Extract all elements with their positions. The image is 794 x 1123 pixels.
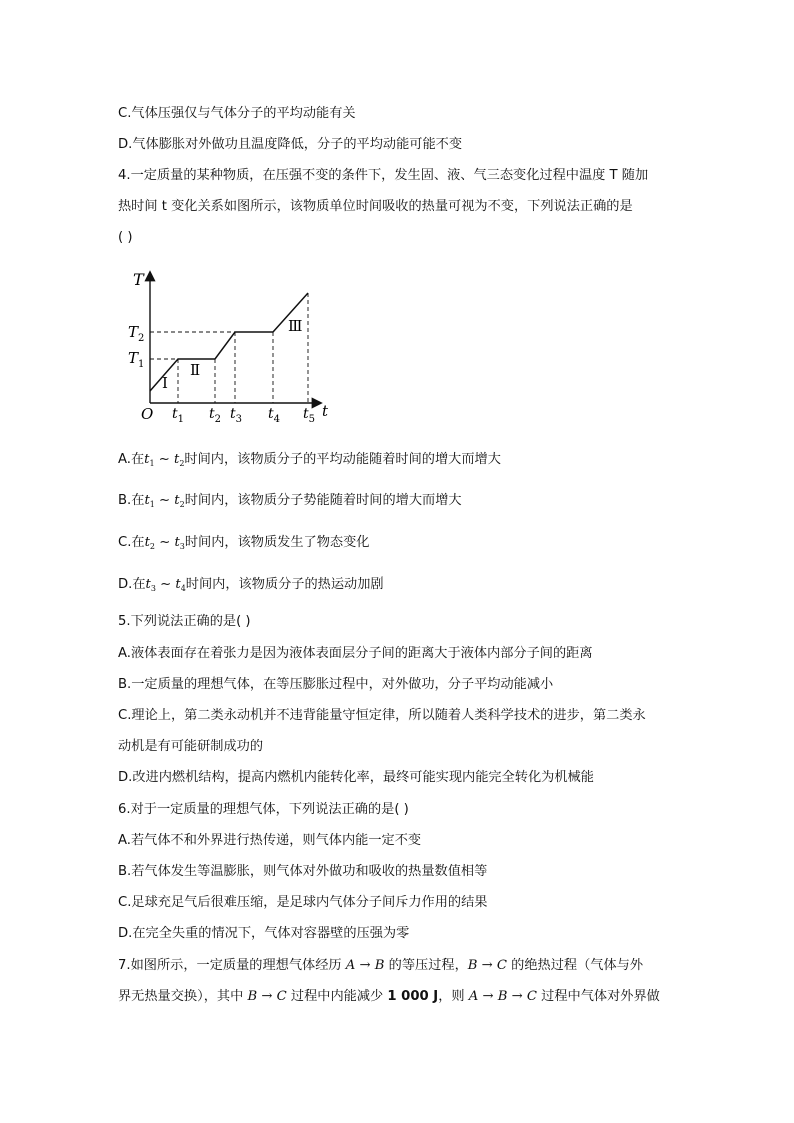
t3-label: $t_3$	[230, 406, 243, 425]
temperature-curve	[150, 293, 308, 391]
q4-answer-blank: ( )	[118, 230, 133, 245]
q5-option-c-line-2: 动机是有可能研制成功的	[118, 739, 264, 754]
T1-label: $T_1$	[128, 349, 145, 370]
q4-stem-line-1: 4.一定质量的某种物质，在压强不变的条件下，发生固、液、气三态变化过程中温度 T 随加	[118, 168, 649, 183]
q4-option-b: B.在$t_1$ ~ $t_2$时间内，该物质分子势能随着时间的增大而增大	[118, 493, 462, 509]
t1-label: $t_1$	[172, 406, 185, 425]
q5-option-c-line-1: C.理论上，第二类永动机并不违背能量守恒定律，所以随着人类科学技术的进步，第二类永	[118, 708, 646, 723]
region-1-label: Ⅰ	[162, 374, 168, 392]
y-axis-label: T	[133, 270, 144, 289]
T2-label: $T_2$	[128, 323, 145, 344]
q6-option-b: B.若气体发生等温膨胀，则气体对外做功和吸收的热量数值相等	[118, 864, 488, 879]
q6-option-a: A.若气体不和外界进行热传递，则气体内能一定不变	[118, 833, 422, 848]
q6-option-d: D.在完全失重的情况下，气体对容器壁的压强为零	[118, 926, 410, 941]
q4-option-a: A.在$t_1$ ~ $t_2$时间内，该物质分子的平均动能随着时间的增大而增大	[118, 452, 501, 468]
origin-label: O	[141, 405, 154, 423]
t4-label: $t_4$	[268, 406, 281, 425]
q5-stem: 5.下列说法正确的是( )	[118, 614, 251, 629]
q5-option-d: D.改进内燃机结构，提高内燃机内能转化率，最终可能实现内能完全转化为机械能	[118, 770, 594, 785]
q7-stem-line-1: 7.如图所示，一定质量的理想气体经历 A → B 的等压过程，B → C 的绝热过程（气体与外	[118, 958, 644, 973]
region-2-label: Ⅱ	[190, 361, 201, 379]
q4-stem-line-2: 热时间 t 变化关系如图所示，该物质单位时间吸收的热量可视为不变，下列说法正确的是	[118, 199, 633, 214]
q7-stem-line-2: 界无热量交换），其中 B → C 过程中内能减少 1 000 J，则 A → B → C 过程中气体对外界做	[118, 989, 660, 1004]
region-3-label: Ⅲ	[288, 317, 303, 335]
q5-option-a: A.液体表面存在着张力是因为液体表面层分子间的距离大于液体内部分子间的距离	[118, 646, 593, 661]
t5-label: $t_5$	[303, 406, 316, 425]
q5-option-b: B.一定质量的理想气体，在等压膨胀过程中，对外做功，分子平均动能减小	[118, 677, 554, 692]
q6-option-c: C.足球充足气后很难压缩，是足球内气体分子间斥力作用的结果	[118, 895, 488, 910]
q3-option-d: D.气体膨胀对外做功且温度降低，分子的平均动能可能不变	[118, 137, 463, 152]
q4-option-d: D.在$t_3$ ~ $t_4$时间内，该物质分子的热运动加剧	[118, 577, 384, 593]
x-axis-label: t	[322, 402, 329, 420]
t2-label: $t_2$	[209, 406, 222, 425]
q3-option-c: C.气体压强仅与气体分子的平均动能有关	[118, 106, 356, 121]
q4-option-c: C.在$t_2$ ~ $t_3$时间内，该物质发生了物态变化	[118, 535, 370, 551]
q6-stem: 6.对于一定质量的理想气体，下列说法正确的是( )	[118, 802, 409, 817]
temperature-time-graph	[128, 263, 348, 428]
